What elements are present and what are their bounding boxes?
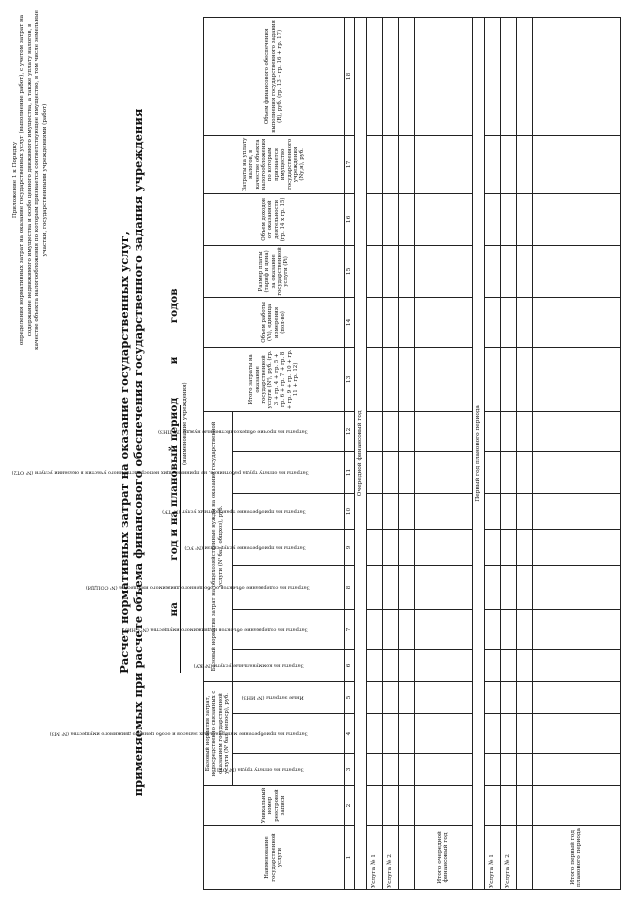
section-current-year: Очередной финансовый год	[354, 17, 366, 889]
header-direct-costs: Базовый норматив затрат, непосредственно связанных с оказанием государственной услуги (Nᴵ баз, непоср), руб.	[204, 681, 233, 785]
row-label-service2: Услуга № 2	[382, 826, 398, 890]
table-row	[532, 17, 620, 889]
col-number: 7	[344, 609, 354, 649]
institution-underline	[180, 405, 181, 673]
header-movable-property-costs: Затраты на содержание объектов особо ценного движимого имущества (Nᴵ СОЦДИ)	[232, 565, 344, 609]
document-title-line1: Расчет нормативных затрат на оказание государственных услуг,	[117, 231, 131, 674]
col-number: 16	[344, 193, 354, 245]
header-fee-size: Размер платы (тариф и цена) за оказание государственной услуги (Pi)	[204, 245, 345, 297]
header-service-name: Наименование государственной услуги	[204, 826, 345, 890]
row-label-total-plan1: Итого первый год планового периода	[532, 826, 620, 890]
col-number: 14	[344, 297, 354, 347]
header-total-costs: Итого затраты на оказание государственной услуги (Nᴵ), руб. (гр. 3 + гр. 4 + гр. 5 + гр. 6 + гр. 7 + гр. 8 + гр. 9 + гр. 10 + гр. 11 + гр. 12)	[204, 347, 345, 411]
header-registry-number: Уникальный номер реестровой записи	[204, 786, 345, 826]
table-row	[500, 17, 516, 889]
header-income-volume: Объем доходов от оказанной деятельности (гр. 14 х гр. 15)	[204, 193, 345, 245]
col-number: 5	[344, 681, 354, 713]
col-number: 18	[344, 17, 354, 135]
period-i: и	[168, 356, 180, 365]
table-row	[382, 17, 398, 889]
header-utilities-costs: Затраты на коммунальные услуги (Nᴵ КУ)	[232, 649, 344, 681]
header-materials-costs: Затраты на приобретение материальных запасов и особо ценного движимого имущества (Nᴵ МЗ)	[232, 714, 344, 754]
col-number: 17	[344, 135, 354, 193]
table-row	[366, 17, 382, 889]
col-number: 9	[344, 529, 354, 565]
header-overhead-costs: Базовый норматив затрат на общехозяйственные нужды на оказание государственной услуги (Nᴵ баз, общхоз), руб.	[204, 411, 233, 681]
header-indirect-labor-costs: Затраты на оплату труда работников, не принимающих непосредственного участия в оказании услуги (Nᴵ ОТ2)	[232, 451, 344, 493]
header-tax-costs: Затраты на уплату налогов, в качестве объекта налогообложения по которым признается имущество государственного учреждения (Nу,н), руб.	[204, 135, 345, 193]
col-number: 6	[344, 649, 354, 681]
header-work-volume: Объем работы (Vi), единица измерения (пол-во)	[204, 297, 345, 347]
col-number: 3	[344, 754, 354, 786]
row-label-service1: Услуга № 1	[366, 826, 382, 890]
header-communication-costs: Затраты на приобретение услуг связи (Nᴵ УС)	[232, 529, 344, 565]
period-line	[168, 0, 180, 905]
col-number: 8	[344, 565, 354, 609]
section-first-plan-year: Первый год планового периода	[472, 17, 484, 889]
header-financing-volume: Объем финансового обеспечения выполнения государственного задания (R), руб. (гр. 13 – гр. 16 + гр. 17)	[204, 17, 345, 135]
header-transport-costs: Затраты на приобретение транспортных услуг (Nᴵ ТУ)	[232, 493, 344, 529]
table-row	[484, 17, 500, 889]
col-number: 11	[344, 451, 354, 493]
table-row	[414, 17, 472, 889]
header-real-estate-costs: Затраты на содержание объектов недвижимого имущества (Nᴵ СНИ)	[232, 609, 344, 649]
document-title-line2: применяемых при расчете объема финансового обеспечения государственного задания учреждения	[131, 108, 145, 797]
col-number: 2	[344, 786, 354, 826]
col-number: 4	[344, 714, 354, 754]
table-row	[516, 17, 532, 889]
period-god-i: год и на плановый период	[168, 397, 180, 561]
col-number: 12	[344, 411, 354, 451]
row-label-service1: Услуга № 1	[484, 826, 500, 890]
period-godov: годов	[168, 288, 180, 324]
col-number: 1	[344, 826, 354, 890]
col-number: 13	[344, 347, 354, 411]
header-misc-overhead-costs: Затраты на прочие общехозяйственные нужды (Nᴵ ПНЗ)	[232, 411, 344, 451]
appendix-text: определения нормативных затрат на оказание государственных услуг (выполнение работ), с учетом затрат на содержание недвижимого имущества и особо ценного движимого имущества, а также уплату налогов, в качестве объекта налогообложения по которым признается соответствующее имущество, в том числе земельные участки, государственными учреждениями (работ)	[19, 10, 48, 350]
col-number: 15	[344, 245, 354, 297]
row-label-total-current: Итого очередной финансовый год	[414, 826, 472, 890]
period-na: на	[168, 602, 180, 617]
appendix-heading: Приложение 1 к Порядку	[12, 141, 18, 219]
column-numbers-row	[344, 17, 354, 889]
table-row	[398, 17, 414, 889]
institution-note: (наименование учреждения)	[182, 382, 188, 465]
row-label-service2: Услуга № 2	[500, 826, 516, 890]
header-other-costs: Иные затраты (Nᴵ ИНЗ)	[232, 681, 344, 713]
header-labor-costs: Затраты на оплату труда (Nᴵ ОТ1)	[232, 754, 344, 786]
col-number: 10	[344, 493, 354, 529]
appendix-block	[12, 10, 49, 350]
